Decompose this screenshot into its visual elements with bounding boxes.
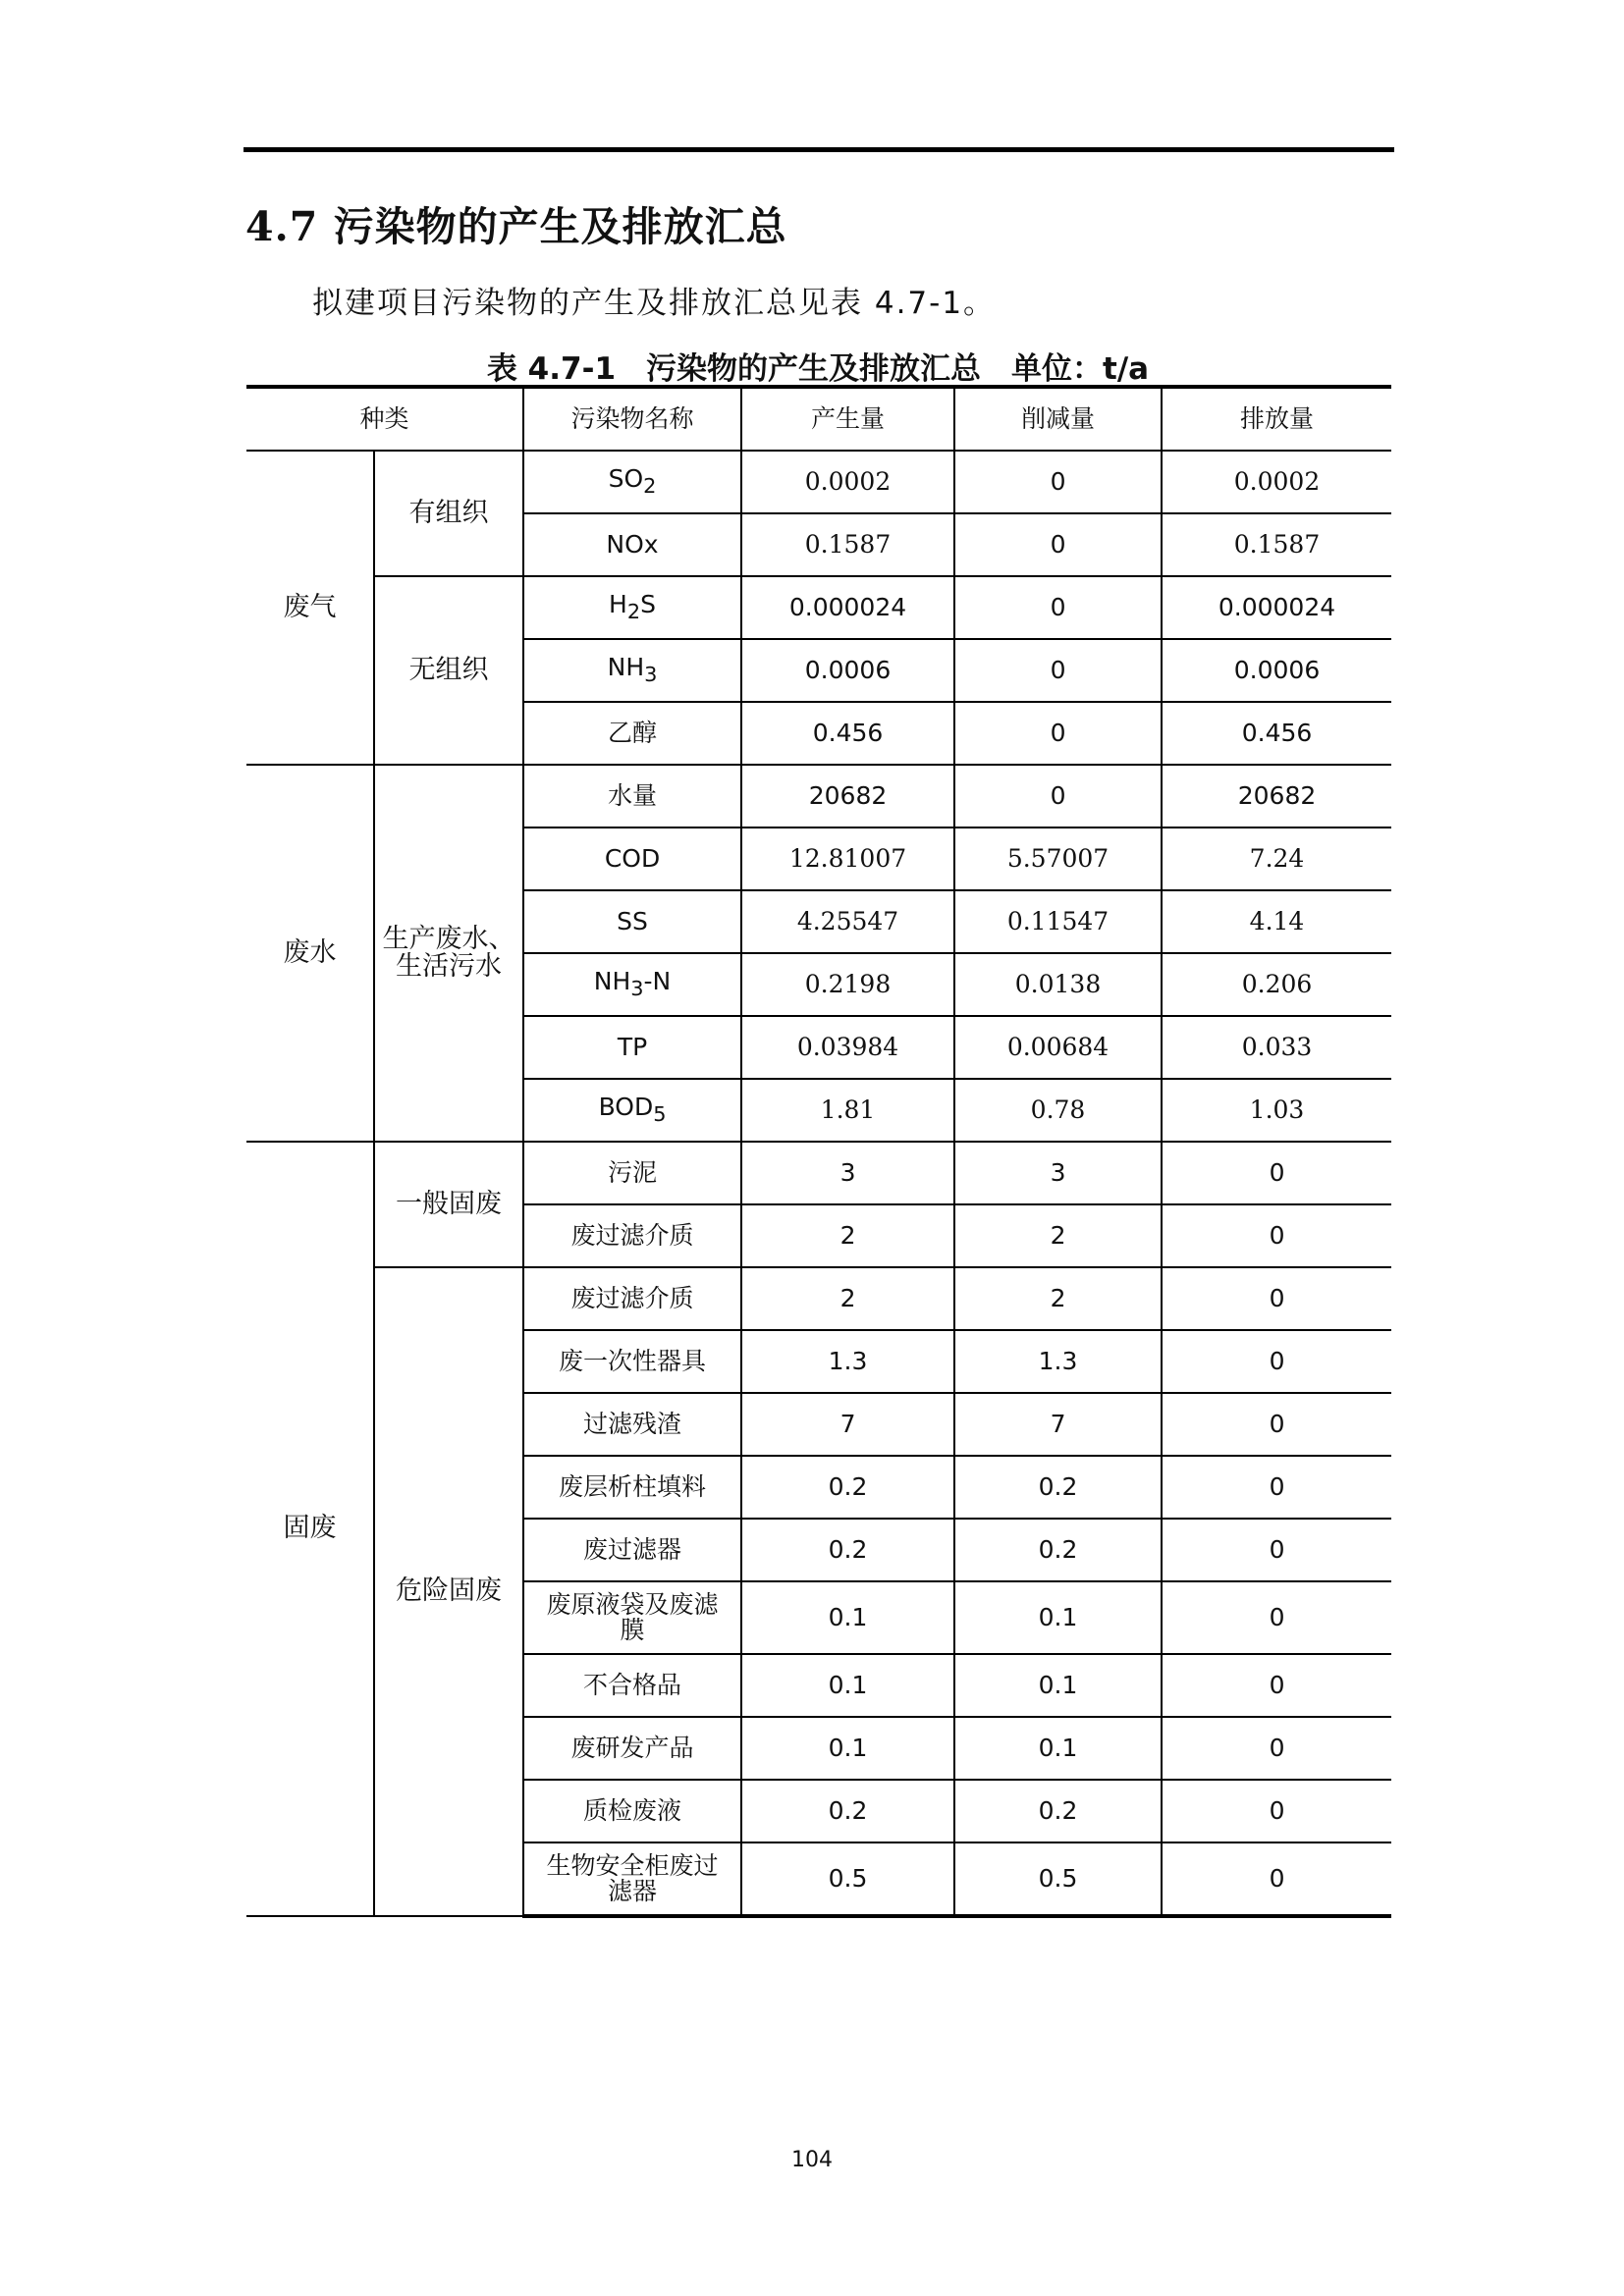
- emitted-value: 0.206: [1162, 953, 1391, 1016]
- pollutant-name: 不合格品: [523, 1654, 741, 1717]
- table-row: [246, 765, 1391, 828]
- reduced-value: 0.78: [954, 1079, 1162, 1142]
- produced-value: 0.0002: [741, 451, 954, 513]
- emitted-value: 0: [1162, 1393, 1391, 1456]
- emitted-value: 0.456: [1162, 702, 1391, 765]
- emitted-value: 0: [1162, 1581, 1391, 1654]
- reduced-value: 0: [954, 576, 1162, 639]
- pollutant-name: SS: [523, 890, 741, 953]
- table-row: [246, 1142, 1391, 1204]
- subcategory-hazardous-solid: 危险固废: [374, 1267, 523, 1916]
- section-title: 4.7 污染物的产生及排放汇总: [245, 203, 787, 250]
- reduced-value: 3: [954, 1142, 1162, 1204]
- produced-value: 0.1: [741, 1581, 954, 1654]
- intro-paragraph: 拟建项目污染物的产生及排放汇总见表 4.7-1。: [312, 286, 997, 321]
- produced-value: 0.5: [741, 1842, 954, 1916]
- reduced-value: 2: [954, 1204, 1162, 1267]
- produced-value: 1.81: [741, 1079, 954, 1142]
- table-caption: 表 4.7-1 污染物的产生及排放汇总 单位：t/a: [486, 351, 1150, 387]
- pollutant-name: $H_2S$: [523, 576, 741, 639]
- header-reduced: 削减量: [954, 387, 1162, 451]
- reduced-value: 0.1: [954, 1581, 1162, 1654]
- emitted-value: 0.1587: [1162, 513, 1391, 576]
- produced-value: 0.456: [741, 702, 954, 765]
- reduced-value: 0.5: [954, 1842, 1162, 1916]
- emitted-value: 0.0006: [1162, 639, 1391, 702]
- produced-value: 4.25547: [741, 890, 954, 953]
- pollutant-table: [246, 385, 1391, 1918]
- emitted-value: 1.03: [1162, 1079, 1391, 1142]
- pollutant-name: 废原液袋及废滤 膜: [523, 1581, 741, 1654]
- emitted-value: 0: [1162, 1204, 1391, 1267]
- produced-value: 0.1: [741, 1717, 954, 1780]
- pollutant-name: $BOD_5$: [523, 1079, 741, 1142]
- subcategory-water-source: 生产废水、 生活污水: [374, 765, 523, 1142]
- produced-value: 0.2: [741, 1456, 954, 1519]
- emitted-value: 4.14: [1162, 890, 1391, 953]
- emitted-value: 0: [1162, 1717, 1391, 1780]
- emitted-value: 0: [1162, 1267, 1391, 1330]
- emitted-value: 0.033: [1162, 1016, 1391, 1079]
- reduced-value: 0.1: [954, 1717, 1162, 1780]
- reduced-value: 0: [954, 451, 1162, 513]
- produced-value: 1.3: [741, 1330, 954, 1393]
- pollutant-name: 废过滤介质: [523, 1204, 741, 1267]
- produced-value: 0.2198: [741, 953, 954, 1016]
- emitted-value: 7.24: [1162, 828, 1391, 890]
- subcategory-general-solid: 一般固废: [374, 1142, 523, 1267]
- subcategory-unorganized: 无组织: [374, 576, 523, 765]
- category-solid-waste: 固废: [246, 1142, 374, 1916]
- pollutant-name: 过滤残渣: [523, 1393, 741, 1456]
- pollutant-name: $SO_2$: [523, 451, 741, 513]
- reduced-value: 0: [954, 639, 1162, 702]
- table-row: [246, 576, 1391, 639]
- reduced-value: 0: [954, 513, 1162, 576]
- header-pollutant-name: 污染物名称: [523, 387, 741, 451]
- reduced-value: 0.1: [954, 1654, 1162, 1717]
- emitted-value: 20682: [1162, 765, 1391, 828]
- reduced-value: 5.57007: [954, 828, 1162, 890]
- produced-value: 0.2: [741, 1519, 954, 1581]
- emitted-value: 0.000024: [1162, 576, 1391, 639]
- pollutant-name: 污泥: [523, 1142, 741, 1204]
- produced-value: 0.1: [741, 1654, 954, 1717]
- subcategory-organized: 有组织: [374, 451, 523, 576]
- produced-value: 2: [741, 1267, 954, 1330]
- emitted-value: 0: [1162, 1456, 1391, 1519]
- header-rule: [244, 147, 1394, 152]
- reduced-value: 0.2: [954, 1456, 1162, 1519]
- page-number: 104: [791, 2148, 833, 2172]
- emitted-value: 0: [1162, 1142, 1391, 1204]
- produced-value: 0.000024: [741, 576, 954, 639]
- reduced-value: 0: [954, 702, 1162, 765]
- produced-value: 7: [741, 1393, 954, 1456]
- table-header-row: [246, 387, 1391, 451]
- reduced-value: 7: [954, 1393, 1162, 1456]
- pollutant-name: 废层析柱填料: [523, 1456, 741, 1519]
- emitted-value: 0.0002: [1162, 451, 1391, 513]
- pollutant-name: 废过滤介质: [523, 1267, 741, 1330]
- pollutant-name: $NH_3$: [523, 639, 741, 702]
- pollutant-name: $NH_3-N$: [523, 953, 741, 1016]
- header-produced: 产生量: [741, 387, 954, 451]
- pollutant-name: TP: [523, 1016, 741, 1079]
- reduced-value: 0.00684: [954, 1016, 1162, 1079]
- produced-value: 2: [741, 1204, 954, 1267]
- table-row: [246, 1267, 1391, 1330]
- table-row: [246, 451, 1391, 513]
- produced-value: 0.03984: [741, 1016, 954, 1079]
- reduced-value: 1.3: [954, 1330, 1162, 1393]
- produced-value: 0.1587: [741, 513, 954, 576]
- produced-value: 12.81007: [741, 828, 954, 890]
- pollutant-name: 废研发产品: [523, 1717, 741, 1780]
- produced-value: 20682: [741, 765, 954, 828]
- pollutant-name: 水量: [523, 765, 741, 828]
- category-waste-gas: 废气: [246, 451, 374, 765]
- produced-value: 3: [741, 1142, 954, 1204]
- pollutant-name: COD: [523, 828, 741, 890]
- reduced-value: 0.2: [954, 1519, 1162, 1581]
- reduced-value: 0.2: [954, 1780, 1162, 1842]
- header-category: 种类: [246, 387, 523, 451]
- emitted-value: 0: [1162, 1330, 1391, 1393]
- reduced-value: 0: [954, 765, 1162, 828]
- pollutant-name: 质检废液: [523, 1780, 741, 1842]
- pollutant-name: 废一次性器具: [523, 1330, 741, 1393]
- produced-value: 0.2: [741, 1780, 954, 1842]
- emitted-value: 0: [1162, 1842, 1391, 1916]
- emitted-value: 0: [1162, 1519, 1391, 1581]
- emitted-value: 0: [1162, 1780, 1391, 1842]
- pollutant-name: 乙醇: [523, 702, 741, 765]
- header-emitted: 排放量: [1162, 387, 1391, 451]
- reduced-value: 0.11547: [954, 890, 1162, 953]
- reduced-value: 0.0138: [954, 953, 1162, 1016]
- pollutant-name: NOx: [523, 513, 741, 576]
- produced-value: 0.0006: [741, 639, 954, 702]
- pollutant-name: 生物安全柜废过 滤器: [523, 1842, 741, 1916]
- emitted-value: 0: [1162, 1654, 1391, 1717]
- reduced-value: 2: [954, 1267, 1162, 1330]
- category-waste-water: 废水: [246, 765, 374, 1142]
- pollutant-name: 废过滤器: [523, 1519, 741, 1581]
